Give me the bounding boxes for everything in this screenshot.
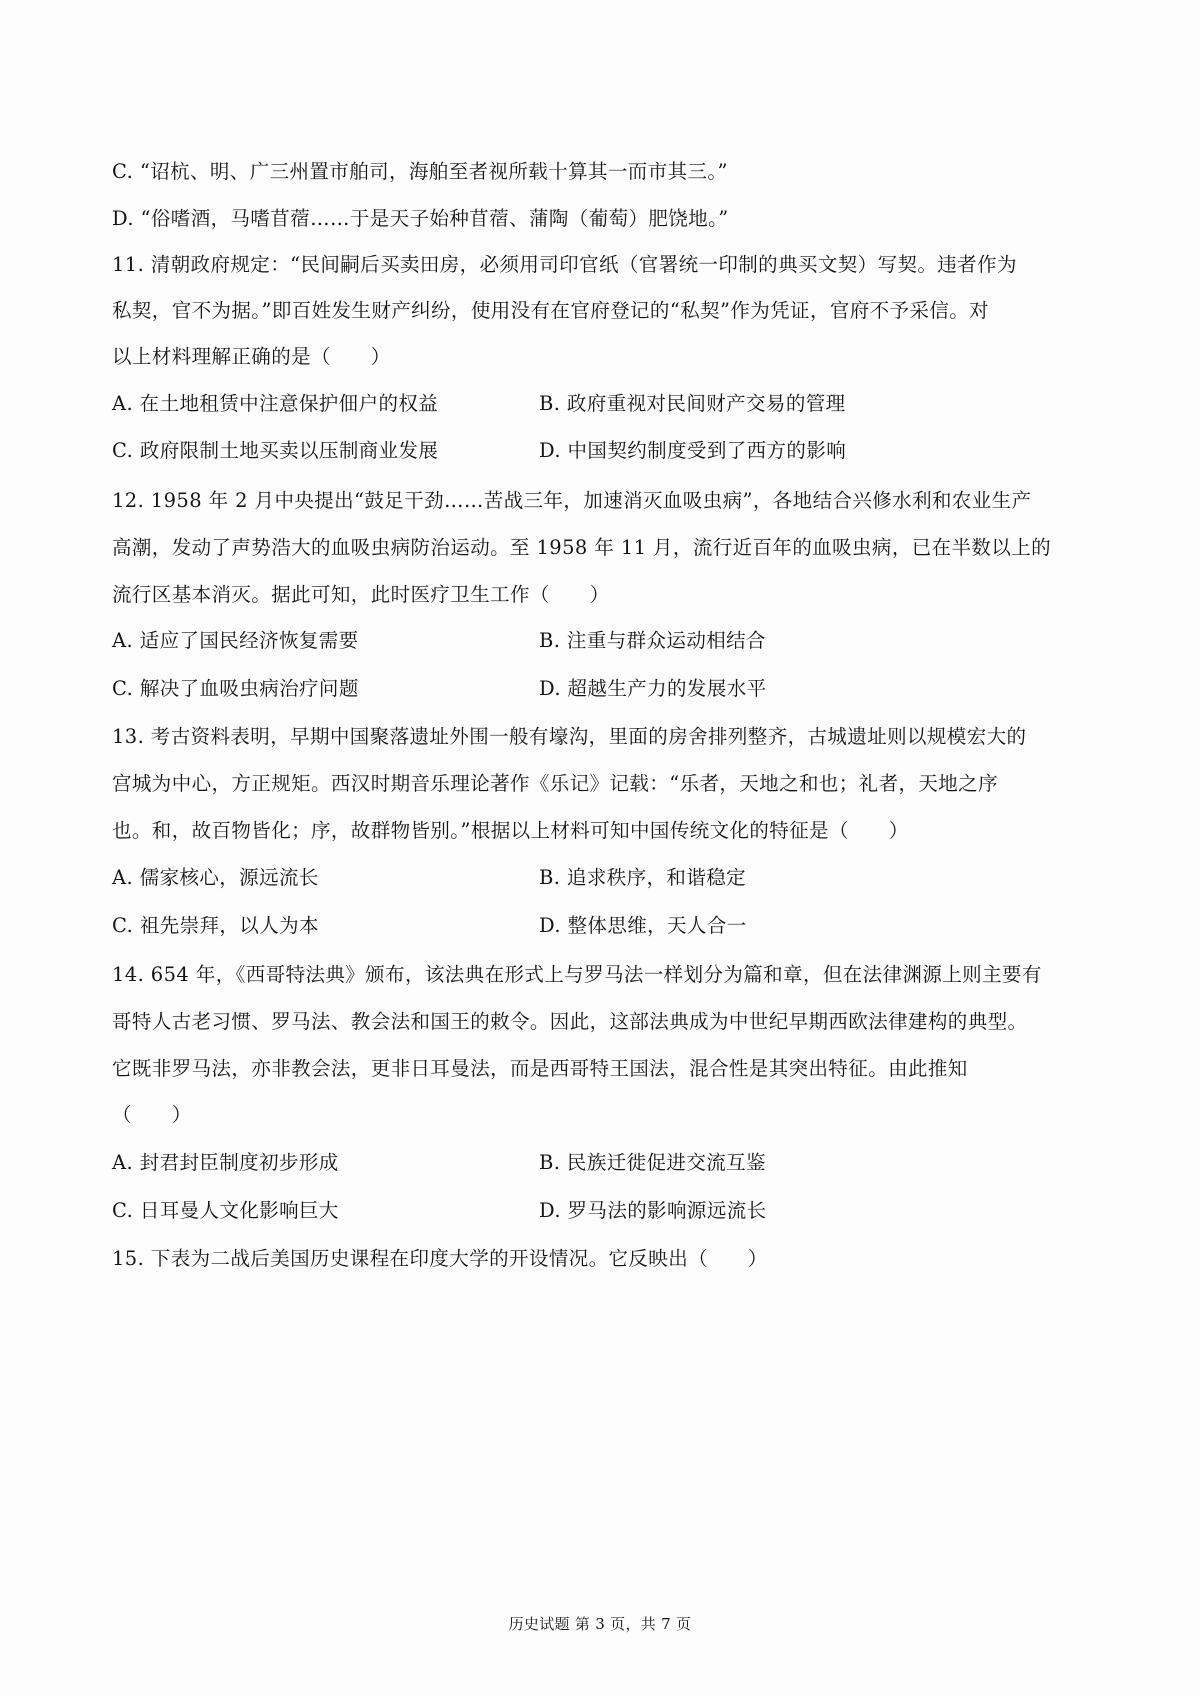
q14-option-a: A. 封君封臣制度初步形成 bbox=[112, 1151, 339, 1174]
q11-option-b: B. 政府重视对民间财产交易的管理 bbox=[539, 392, 846, 415]
q11-stem-line-2: 私契，官不为据。”即百姓发生财产纠纷，使用没有在官府登记的“私契”作为凭证，官府不予采信。对 bbox=[112, 299, 990, 322]
q12-option-d: D. 超越生产力的发展水平 bbox=[539, 677, 767, 700]
q12-option-b: B. 注重与群众运动相结合 bbox=[539, 629, 766, 652]
q13-stem-line-1: 13. 考古资料表明，早期中国聚落遗址外围一般有壕沟，里面的房舍排列整齐，古城遗址则以规模宏大的 bbox=[112, 725, 1027, 748]
q14-stem-line-4: （ ） bbox=[112, 1103, 192, 1126]
q11-option-c: C. 政府限制土地买卖以压制商业发展 bbox=[112, 439, 439, 462]
q13-option-b: B. 追求秩序，和谐稳定 bbox=[539, 866, 747, 889]
q12-stem-line-3: 流行区基本消灭。据此可知，此时医疗卫生工作（ ） bbox=[112, 583, 610, 606]
q11-option-a: A. 在土地租赁中注意保护佃户的权益 bbox=[112, 392, 439, 415]
q13-option-a: A. 儒家核心，源远流长 bbox=[112, 866, 319, 889]
q10-option-d: D. “俗嗜酒，马嗜苜蓿……于是天子始种苜蓿、蒲陶（葡萄）肥饶地。” bbox=[112, 207, 729, 230]
q11-stem-line-1: 11. 清朝政府规定：“民间嗣后买卖田房，必须用司印官纸（官署统一印制的典买文契）写契。违者作为 bbox=[112, 253, 1017, 276]
q12-stem-line-1: 12. 1958 年 2 月中央提出“鼓足干劲……苦战三年，加速消灭血吸虫病”，各地结合兴修水利和农业生产 bbox=[112, 489, 1032, 512]
q13-option-c: C. 祖先崇拜，以人为本 bbox=[112, 914, 319, 937]
q11-stem-line-3: 以上材料理解正确的是（ ） bbox=[112, 345, 391, 368]
q11-option-d: D. 中国契约制度受到了西方的影响 bbox=[539, 439, 847, 462]
q14-option-c: C. 日耳曼人文化影响巨大 bbox=[112, 1199, 339, 1222]
q12-stem-line-2: 高潮，发动了声势浩大的血吸虫病防治运动。至 1958 年 11 月，流行近百年的血吸虫病，已在半数以上的 bbox=[112, 536, 1052, 559]
q14-option-b: B. 民族迁徙促进交流互鉴 bbox=[539, 1151, 766, 1174]
q13-stem-line-2: 宫城为中心，方正规矩。西汉时期音乐理论著作《乐记》记载：“乐者，天地之和也；礼者，天地之序 bbox=[112, 772, 998, 795]
q14-option-d: D. 罗马法的影响源远流长 bbox=[539, 1199, 767, 1222]
q12-option-a: A. 适应了国民经济恢复需要 bbox=[112, 629, 359, 652]
q12-option-c: C. 解决了血吸虫病治疗问题 bbox=[112, 677, 359, 700]
q15-stem: 15. 下表为二战后美国历史课程在印度大学的开设情况。它反映出（ ） bbox=[112, 1247, 768, 1270]
q13-stem-line-3: 也。和，故百物皆化；序，故群物皆别。”根据以上材料可知中国传统文化的特征是（ ） bbox=[112, 819, 909, 842]
page-footer: 历史试题 第 3 页，共 7 页 bbox=[508, 1615, 692, 1633]
q14-stem-line-2: 哥特人古老习惯、罗马法、教会法和国王的敕令。因此，这部法典成为中世纪早期西欧法律建构的典型。 bbox=[112, 1010, 1028, 1033]
q14-stem-line-3: 它既非罗马法，亦非教会法，更非日耳曼法，而是西哥特王国法，混合性是其突出特征。由此推知 bbox=[112, 1057, 968, 1080]
q14-stem-line-1: 14. 654 年，《西哥特法典》颁布，该法典在形式上与罗马法一样划分为篇和章，但在法律渊源上则主要有 bbox=[112, 963, 1042, 986]
q13-option-d: D. 整体思维，天人合一 bbox=[539, 914, 747, 937]
q10-option-c: C. “诏杭、明、广三州置市舶司，海舶至者视所载十算其一而市其三。” bbox=[112, 160, 728, 183]
